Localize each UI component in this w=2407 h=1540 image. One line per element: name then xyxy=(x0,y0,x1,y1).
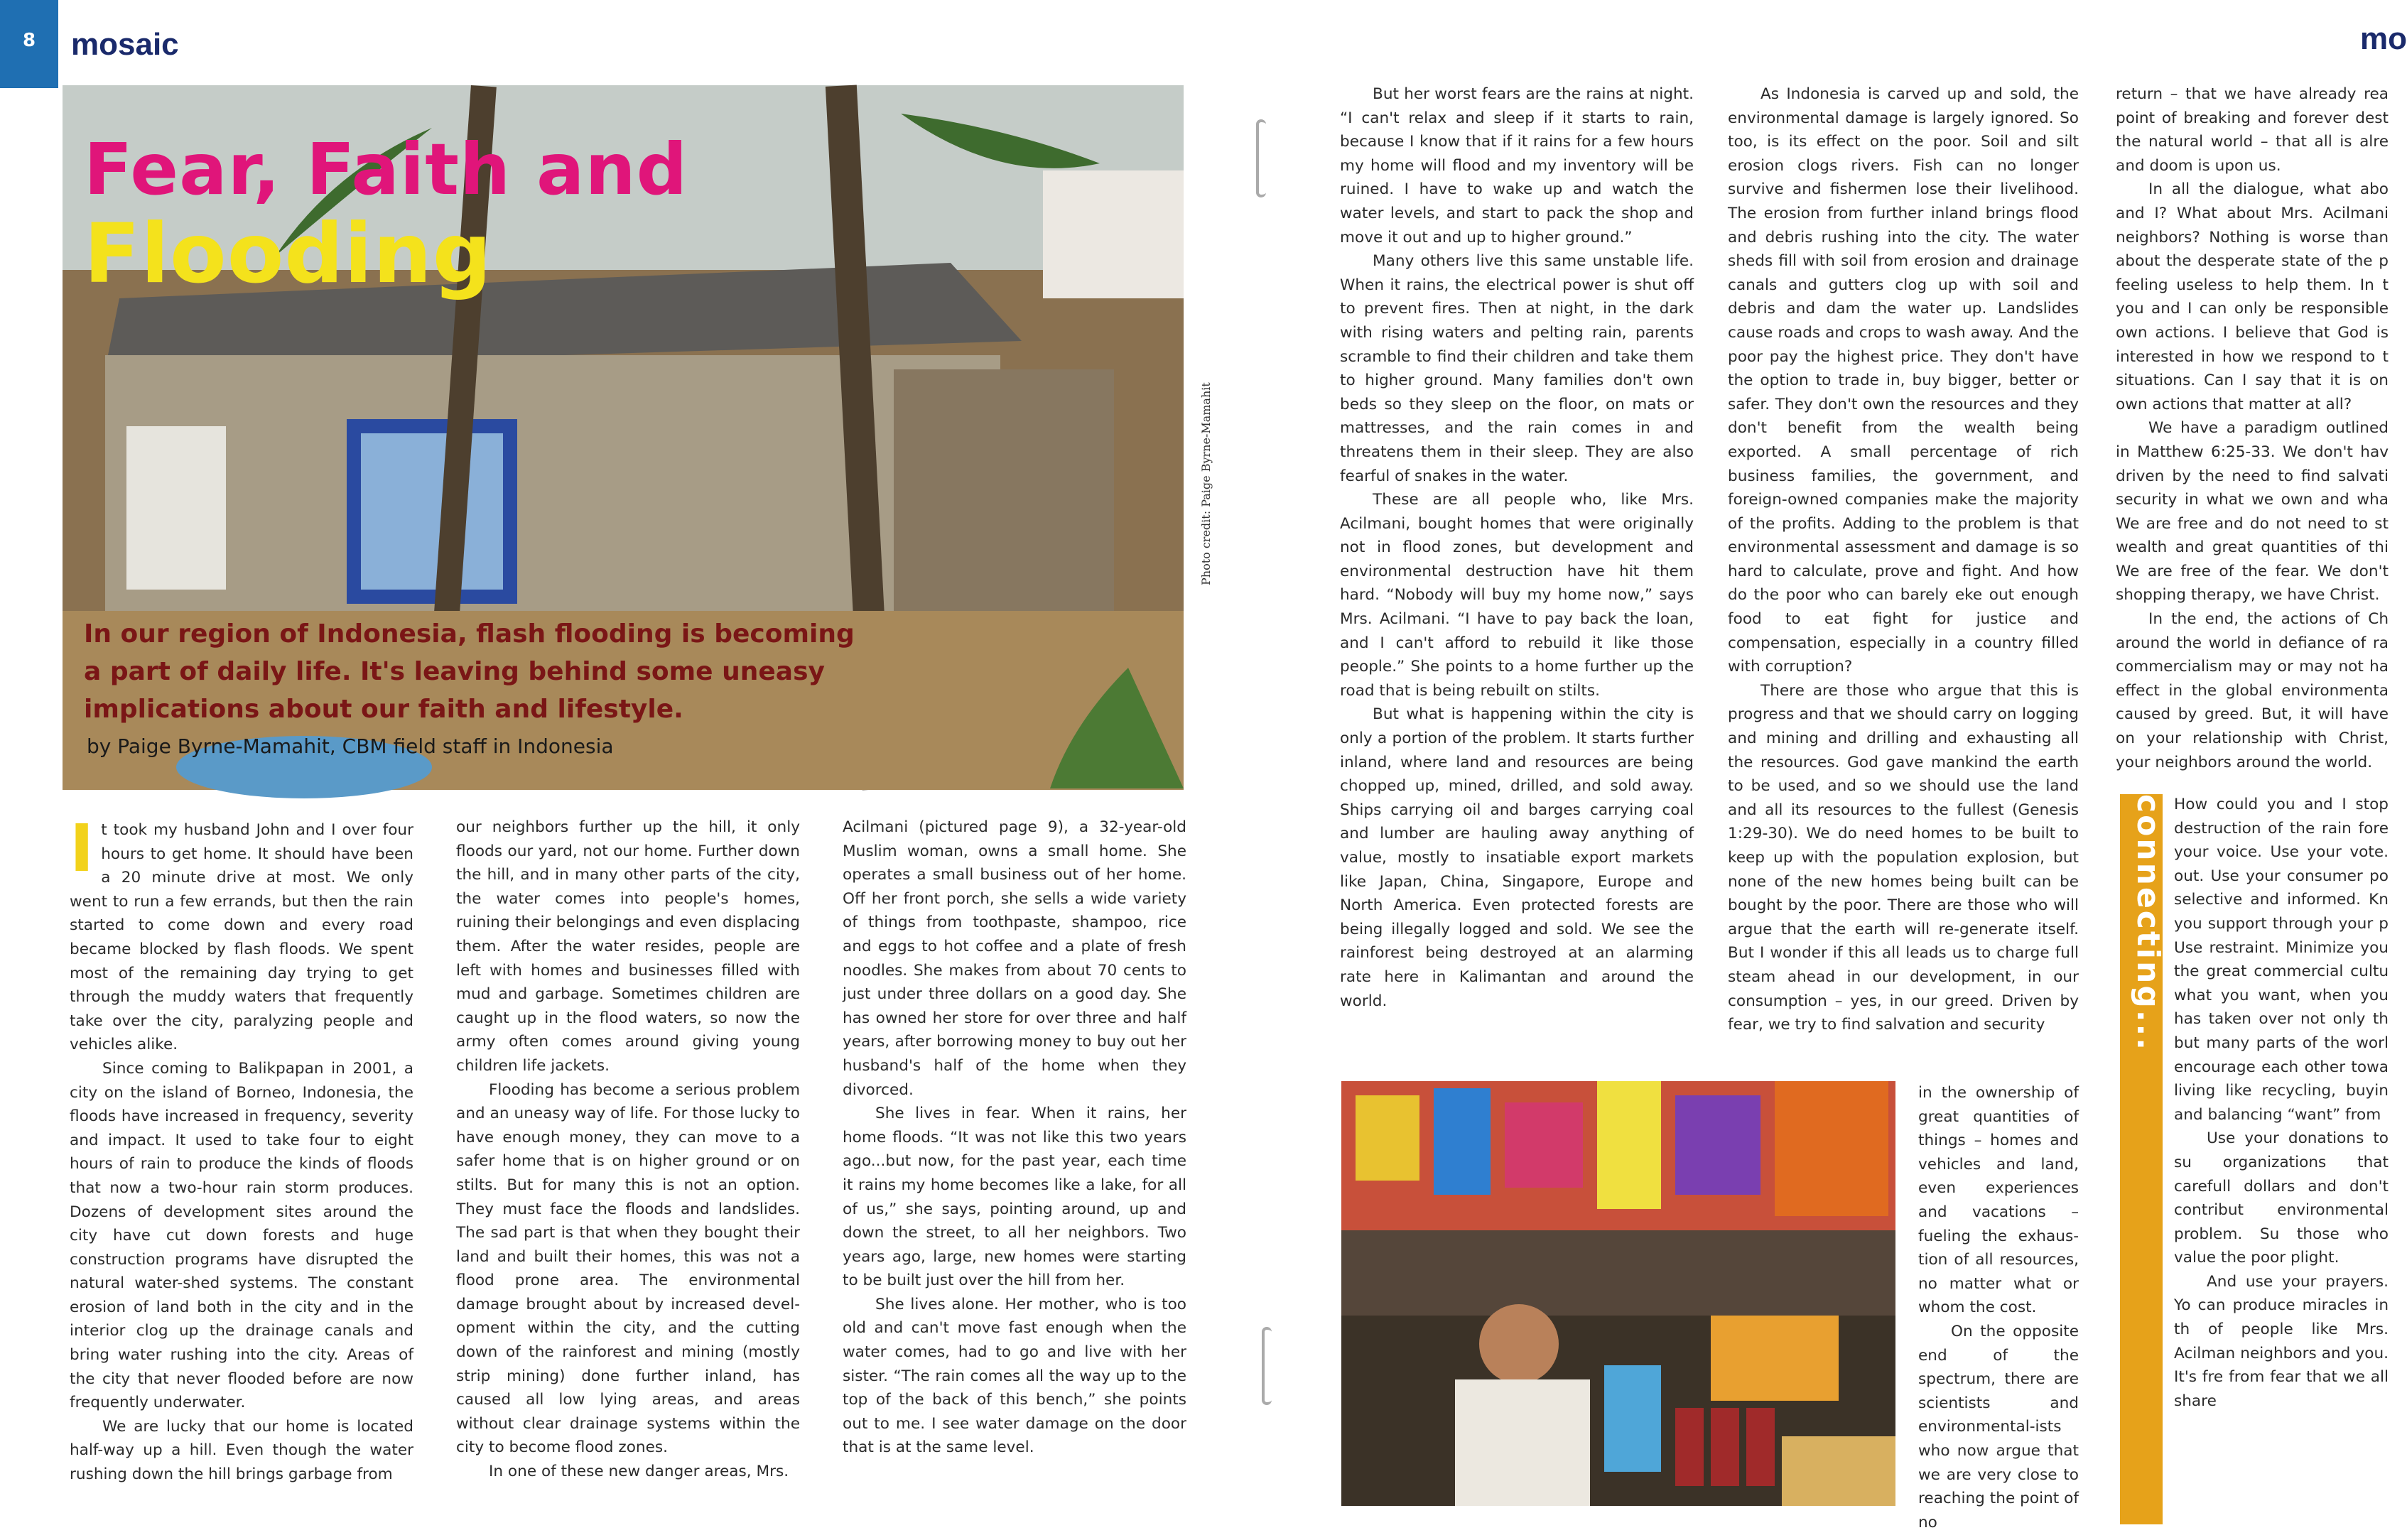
paragraph xyxy=(70,810,413,1057)
article-column-3 xyxy=(843,815,1186,1460)
paragraph: She lives in fear. When it rains, her home floods. “It was not like this two years ago...but now, for the past year, each time it rains my home becomes like a lake, for all of us,” she says, pointing around, up and down the street, to all her neighbors. Two years ago, large, new homes were starting to be built just over the hill from her. xyxy=(843,1105,1186,1290)
paragraph: In all the dialogue, what abo and I? What about Mrs. Acilmani neighbors? Nothing is worse than about the desperate state of the p feeling useless to help them. In t you and I can only be responsible own actions. I believe that God is interested in how we respond to t situations. Can I say that it is on own actions that matter at all? xyxy=(2116,180,2389,413)
paragraph: But what is happening within the city is only a portion of the problem. It starts further inland, where land and resources are being chopped up, mined, drilled, and sold away. Ships carrying oil and barges carrying coal and lumber are hauling away anything of value, mostly to insatiable export markets like Japan, China, Singapore, Europe and North America. Even protected forests are being illegally logged and sold. We see the rainforest being destroyed at an alarming rate here in Kalimantan and around the world. xyxy=(1340,705,1694,1010)
paragraph: Use your donations to su organizations that carefull dollars and don't contribut environmental problem. Su those who value the poor plight. xyxy=(2174,1129,2389,1267)
paragraph-text: t took my husband John and I over four hours to get home. It should have been a 20 minute drive at most. We only went to run a few errands, but then the rain started to come down and every road became blocked by flash floods. We spent most of the remaining day trying to get through the muddy waters that frequently take over the city, paralyzing people and vehicles alike. xyxy=(70,821,413,1054)
article-column-1 xyxy=(70,810,413,1487)
paragraph: We have a paradigm outlined in Matthew 6:25-33. We don't hav driven by the need to find salvati security in what we own and wha We are free and do not need to st wealth and great quantities of thi We are free of the fear. We don't shopping therapy, we have Christ. xyxy=(2116,419,2389,604)
paragraph: We are lucky that our home is located half-way up a hill. Even though the water rushing down the hill brings garbage from xyxy=(70,1417,413,1484)
shopkeeper-photo xyxy=(1341,1081,1895,1506)
drop-cap: I xyxy=(70,810,94,886)
paragraph: Since coming to Balikpapan in 2001, a city on the island of Borneo, Indonesia, the floods have increased in frequency, severity and impact. It used to take four to eight hours of rain to produce the kinds of floods that now a two-hour rain storm produces. Dozens of development sites around the city have cut down forests and huge construction programs have disrupted the natural water-shed systems. The constant erosion of land both in the city and in the interior clog up the drainage canals and bring water rushing into the city. Areas of the city that never flooded before are now frequently underwater. xyxy=(70,1059,413,1412)
paragraph: But her worst fears are the rains at night. “I can't relax and sleep if it starts to rain, because I know that if it rains for a few hours my home will flood and my inventory will be ruined. I have to wake up and watch the water levels, and start to pack the shop and move it out and up to higher ground.” xyxy=(1340,85,1694,246)
paragraph: Flooding has become a serious problem and an uneasy way of life. For those lucky to have enough money, they can move to a safer home that is on higher ground or on stilts. But for many this is not an option. They must face the floods and landslides. The sad part is that when they bought their land and built their homes, this was not a flood prone area. The environmental damage brought about by increased devel-opment within the city, and the cutting down of the rainforest and mining (mostly strip mining) done further inland, has caused all low lying areas, and areas without clear drainage systems within the city to become flood zones. xyxy=(456,1080,800,1457)
masthead: mosaic xyxy=(71,27,179,62)
paragraph: In the end, the actions of Ch around the world in defiance of ra commercialism may or may not ha effect in the global environmenta caused by greed. But, it will have on your relationship with Christ, your neighbors around the world. xyxy=(2116,610,2389,771)
paragraph: And use your prayers. Yo can produce miracles in th of people like Mrs. Acilman neighbors and you. It's fre from fear that we all share xyxy=(2174,1272,2389,1410)
paragraph: return – that we have already rea point of breaking and forever dest the natural world – that all is alre and doom is upon us. xyxy=(2116,85,2389,175)
paragraph: In one of these new danger areas, Mrs. xyxy=(489,1463,789,1481)
paragraph: On the opposite end of the spectrum, there are scientists and environmental-ists who now argue that we are very close to reaching the point of no xyxy=(1918,1322,2079,1531)
deck: In our region of Indonesia, flash flooding is becoming a part of daily life. It's leaving behind some uneasy implications about our faith and lifestyle. xyxy=(84,619,855,724)
shopkeeper-illustration xyxy=(1341,1081,1895,1506)
article-column-5-wrap xyxy=(1918,1081,2079,1534)
article-column-6 xyxy=(2116,82,2389,774)
paragraph: our neighbors further up the hill, it only floods our yard, not our home. Further down the hill, and in many other parts of the city, the water comes into people's homes, ruining their belongings and even displacing them. After the water resides, people are left with homes and businesses filled with mud and garbage. Sometimes children are caught up in the flood waters, so now the army often comes around giving young children life jackets. xyxy=(456,818,800,1075)
sidebar-text xyxy=(2174,793,2389,1413)
page-number: 8 xyxy=(22,30,36,51)
article-column-4 xyxy=(1340,82,1694,1013)
margin-bracket-bottom xyxy=(1262,1327,1272,1405)
page-number-tab xyxy=(0,0,58,88)
paragraph: Many others live this same unstable life. When it rains, the electrical power is shut off to prevent fires. Then at night, in the dark with rising waters and pelting rain, parents scramble to find their children and take them to higher ground. Many families don't own beds so they sleep on the floor, on mats or mattresses, and the rain comes in and threatens them in their sleep. They are also fearful of snakes in the water. xyxy=(1340,252,1694,485)
paragraph: These are all people who, like Mrs. Acilmani, bought homes that were originally not in flood zones, but development and environmental destruction have hit them hard. “Nobody will buy my home now,” says Mrs. Acilmani. “I have to pay back the loan, and I can't afford to rebuild it like those people.” She points to a home further up the road that is being rebuilt on stilts. xyxy=(1340,491,1694,700)
masthead-right: mo xyxy=(2360,21,2407,56)
margin-bracket-top xyxy=(1256,119,1266,197)
sidebar-label: connecting... xyxy=(2130,794,2166,1052)
byline: by Paige Byrne-Mamahit, CBM field staff in Indonesia xyxy=(87,734,614,758)
paragraph: in the ownership of great quantities of things – homes and vehicles and land, even experiences and vacations – fueling the exhaus-tion of all resources, no matter what or whom the cost. xyxy=(1918,1084,2079,1317)
article-column-2 xyxy=(456,815,800,1484)
headline-line-2: Flooding xyxy=(84,206,492,302)
paragraph: How could you and I stop destruction of the rain fore your voice. Use your vote. out. Use your consumer po selective and informed. Kn you support through your p Use restraint. Minimize you the great commercial cultu what you want, when you has taken over not only th but many parts of the worl encourage each other towa living like recycling, buyin and balancing “want” from xyxy=(2174,796,2389,1124)
paragraph: As Indonesia is carved up and sold, the environmental damage is largely ignored. So too, is its effect on the poor. Soil and silt erosion clogs rivers. Fish can no longer survive and fishermen lose their livelihood. The erosion from further inland brings flood and debris rushing into the city. The water sheds fill with soil from erosion and drainage canals and gutters clog up with soil and debris and dam the water up. Landslides cause roads and crops to wash away. And the poor pay the highest price. They don't have the option to trade in, buy bigger, better or safer. They don't own the resources and they don't benefit from the wealth being exported. A small percentage of rich business families, the government, and foreign-owned companies make the majority of the profits. Adding to the problem is that environmental assessment and damage is so hard to calculate, prove and fight. And how do the poor who can barely eke out enough food to eat fight for justice and compensation, especially in a country filled with corruption? xyxy=(1728,85,2079,676)
headline-line-1: Fear, Faith and xyxy=(84,128,688,211)
paragraph: She lives alone. Her mother, who is too old and can't move fast enough when the water comes, had to go and live with her sister. “The rain comes all the way up to the top of the back of this bench,” she points out to me. I see water damage on the door that is at the same level. xyxy=(843,1295,1186,1457)
photo-credit: Photo credit: Paige Byrne-Mamahit xyxy=(1199,382,1213,585)
paragraph: There are those who argue that this is progress and that we should carry on logging and mining and drilling and exhausting all the resources. God gave mankind the earth to be used, and so we should use the land and all its resources to the fullest (Genesis 1:29-30). We do need homes to be built to keep up with the population explosion, but none of the new homes being built can be bought by the poor. There are those who will argue that the earth will re-generate itself. But I wonder if this all leads us to charge full steam ahead in our development, in our consumption – yes, in our greed. Driven by fear, we try to find salvation and security xyxy=(1728,681,2079,1034)
paragraph: Acilmani (pictured page 9), a 32-year-old Muslim woman, owns a small home. She operates a small business out of her home. Off her front porch, she sells a wide variety of things from toothpaste, shampoo, rice and eggs to hot coffee and a plate of fresh noodles. She makes from about 70 cents to just under three dollars on a good day. She has owned her store for over three and half years, after borrowing money to buy out her husband's half of the home when they divorced. xyxy=(843,818,1186,1099)
article-column-5 xyxy=(1728,82,2079,1037)
